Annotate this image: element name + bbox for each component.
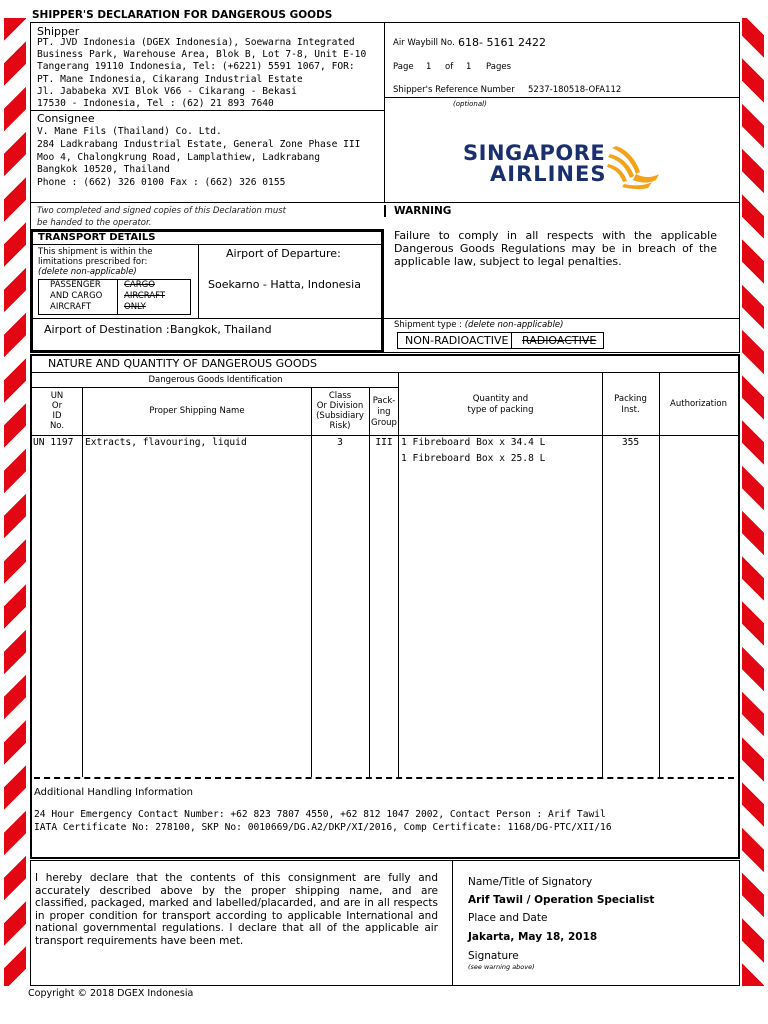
shipper-line: Business Park, Warehouse Area, Blok B, Lot 7-8, Unit E-10 xyxy=(37,49,367,61)
goods-un-number: UN 1197 xyxy=(33,437,74,448)
header-line: Or xyxy=(51,401,63,411)
quantity-header xyxy=(399,394,602,416)
signature-label: Signature xyxy=(468,950,519,962)
warning-text: Failure to comply in all respects with the applicable Dangerous Goods Regulations may be in breach of the applicable law, subject to legal penalties. xyxy=(394,229,717,268)
limitations-line: (delete non-applicable) xyxy=(38,267,137,277)
goods-shipping-name: Extracts, flavouring, liquid xyxy=(85,437,247,448)
shipping-name-header: Proper Shipping Name xyxy=(149,406,245,416)
passenger-option-line: AND CARGO xyxy=(50,291,103,301)
header-line: Risk) xyxy=(329,421,351,431)
page-label: Page xyxy=(393,62,414,72)
consignee-line: Moo 4, Chalongkrung Road, Lamplathiew, Ladkrabang xyxy=(37,151,321,163)
header-line: Pack- xyxy=(372,396,396,406)
waybill-number: 618- 5161 2422 xyxy=(458,36,546,49)
header-line: No. xyxy=(49,421,65,431)
cargo-option-line: CARGO xyxy=(124,280,155,290)
consignee-label: Consignee xyxy=(37,112,95,125)
passenger-option-line: AIRCRAFT xyxy=(50,302,92,312)
consignee-line: Bangkok 10520, Thailand xyxy=(37,164,170,176)
goods-packing-group: III xyxy=(375,437,393,448)
radioactive-option-struck: RADIOACTIVE xyxy=(522,334,597,347)
emergency-contact-info: 24 Hour Emergency Contact Number: +62 823 7807 4550, +62 812 1047 2002, Contact Person : Arif Tawil xyxy=(34,809,606,820)
consignee-line: Phone : (662) 326 0100 Fax : (662) 326 0155 xyxy=(37,177,286,189)
singapore-airlines-bird-icon xyxy=(606,144,660,190)
left-hazard-border xyxy=(4,18,26,986)
shipper-line: PT. JVD Indonesia (DGEX Indonesia), Soewarna Integrated xyxy=(37,37,355,48)
identification-header: Dangerous Goods Identification xyxy=(148,375,283,385)
warning-marker xyxy=(384,205,390,217)
waybill-label: Air Waybill No. xyxy=(393,38,455,48)
shipment-type-title: Shipment type : xyxy=(394,320,463,330)
shipment-type-label xyxy=(394,320,563,330)
packing-group-header xyxy=(369,396,399,429)
cargo-option-line: ONLY xyxy=(124,302,146,312)
place-date-value: Jakarta, May 18, 2018 xyxy=(468,931,598,943)
cargo-option-line: AIRCRAFT xyxy=(124,291,166,301)
shipper-line: Tangerang 19110 Indonesia, Tel: (+6221) 5591 1067, FOR: xyxy=(37,61,355,73)
header-line: Packing xyxy=(614,394,647,404)
consignee-line: V. Mane Fils (Thailand) Co. Ltd. xyxy=(37,126,222,137)
declaration-text: I hereby declare that the contents of this consignment are fully and accurately described above by the proper shipping name, and are classified, packaged, marked and labelled/placarded, and are in all respects in proper condition for transport according to applicable International and national governmental regulations. I declare that all of the applicable air transport requirements have been met. xyxy=(35,872,438,947)
consignee-address xyxy=(37,126,360,190)
signatory-label: Name/Title of Signatory xyxy=(468,876,593,888)
goods-section xyxy=(30,354,740,859)
limitations-note xyxy=(38,247,153,277)
certificate-info: IATA Certificate No: 278100, SKP No: 0010669/DG.A2/DKP/XI/2016, Comp Certificate: 1168/DG-PTC/XII/16 xyxy=(34,822,612,833)
page-total: 1 xyxy=(466,62,472,72)
destination-airport: Bangkok, Thailand xyxy=(170,323,272,336)
copyright: Copyright © 2018 DGEX Indonesia xyxy=(28,988,194,999)
goods-quantity-1: 1 Fibreboard Box x 34.4 L xyxy=(401,437,546,448)
header-line: UN xyxy=(50,391,64,401)
shipper-line: PT. Mane Indonesia, Cikarang Industrial Estate xyxy=(37,73,303,85)
transport-title: TRANSPORT DETAILS xyxy=(38,232,156,243)
departure-label: Airport of Departure: xyxy=(226,247,341,260)
signatory-name: Arif Tawil / Operation Specialist xyxy=(468,894,655,906)
copies-note-line: Two completed and signed copies of this Declaration must xyxy=(37,206,286,216)
shipper-label: Shipper xyxy=(37,25,80,38)
passenger-option-line: PASSENGER xyxy=(50,280,101,290)
destination-label: Airport of Destination : xyxy=(44,323,170,336)
shipper-line: 17530 - Indonesia, Tel : (62) 21 893 7640 xyxy=(37,98,274,110)
passenger-cargo-option xyxy=(50,280,102,313)
header-line: ing xyxy=(377,407,391,417)
header-line: Class xyxy=(328,391,352,401)
copies-note-line: be handed to the operator. xyxy=(37,218,152,228)
signature-note: (see warning above) xyxy=(468,963,535,971)
cargo-only-option-struck xyxy=(124,280,165,313)
shipper-address xyxy=(37,37,366,110)
class-header xyxy=(311,391,369,431)
departure-airport: Soekarno - Hatta, Indonesia xyxy=(208,278,361,291)
authorization-header: Authorization xyxy=(670,399,727,409)
header-line: Group xyxy=(371,418,397,428)
non-radioactive-option: NON-RADIOACTIVE xyxy=(405,334,509,347)
additional-handling-label: Additional Handling Information xyxy=(34,787,194,798)
shipper-line: Jl. Jababeka XVI Blok V66 - Cikarang - Bekasi xyxy=(37,85,297,97)
header-line: Or Division xyxy=(316,401,364,411)
optional-note: (optional) xyxy=(453,100,487,108)
packing-instruction-header xyxy=(602,394,659,416)
limitations-line: This shipment is within the xyxy=(38,247,153,257)
dashed-separator xyxy=(34,777,734,779)
shipment-type-note: (delete non-applicable) xyxy=(464,320,564,330)
reference-label: Shipper's Reference Number xyxy=(393,85,515,95)
limitations-line: limitations prescribed for: xyxy=(38,257,148,267)
warning-title: WARNING xyxy=(394,205,452,217)
airline-name-line1: SINGAPORE xyxy=(463,141,606,165)
pages-label: Pages xyxy=(486,62,512,72)
reference-number: 5237-180518-OFA112 xyxy=(528,85,622,95)
airline-name-line2: AIRLINES xyxy=(490,162,607,186)
un-number-header xyxy=(32,391,82,431)
right-hazard-border xyxy=(742,18,764,986)
page-number: 1 xyxy=(426,62,432,72)
header-line: (Subsidiary xyxy=(316,411,364,421)
goods-class: 3 xyxy=(337,437,343,448)
header-line: ID xyxy=(52,411,62,421)
header-line: Inst. xyxy=(621,405,640,415)
copies-note xyxy=(37,205,286,229)
header-line: type of packing xyxy=(467,405,534,415)
goods-title: NATURE AND QUANTITY OF DANGEROUS GOODS xyxy=(48,357,317,370)
header-line: Quantity and xyxy=(472,394,529,404)
consignee-line: 284 Ladkrabang Industrial Estate, General Zone Phase III xyxy=(37,138,361,150)
of-label: of xyxy=(445,62,454,72)
goods-quantity-2: 1 Fibreboard Box x 25.8 L xyxy=(401,453,546,464)
place-date-label: Place and Date xyxy=(468,912,548,924)
document-title: SHIPPER'S DECLARATION FOR DANGEROUS GOODS xyxy=(32,9,333,21)
goods-packing-instruction: 355 xyxy=(621,437,640,448)
